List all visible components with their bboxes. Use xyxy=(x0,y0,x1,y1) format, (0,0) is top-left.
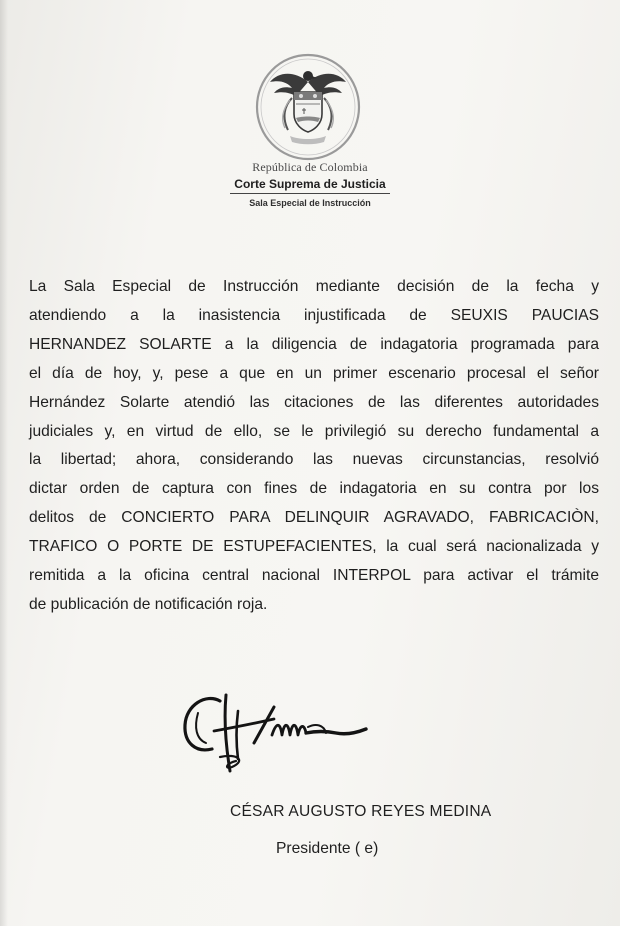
body-line: la libertad; ahora, considerando las nuevas circunstancias, resolvió xyxy=(29,451,599,469)
letterhead-republic: República de Colombia xyxy=(252,160,368,174)
body-line: dictar orden de captura con fines de indagatoria en su contra por los xyxy=(29,480,599,498)
signatory-name: CÉSAR AUGUSTO REYES MEDINA xyxy=(230,803,492,820)
body-line: La Sala Especial de Instrucción mediante decisión de la fecha y xyxy=(29,278,599,295)
coat-of-arms-icon xyxy=(254,52,362,162)
body-line: Hernández Solarte atendió las citaciones de las diferentes autoridades xyxy=(29,393,599,411)
body-paragraph xyxy=(29,273,599,620)
letterhead-court: Corte Suprema de Justicia xyxy=(230,177,389,194)
page-edge-shadow xyxy=(0,0,8,926)
body-line: delitos de CONCIERTO PARA DELINQUIR AGRAVADO, FABRICACIÒN, xyxy=(29,509,599,527)
body-line: TRAFICO O PORTE DE ESTUPEFACIENTES, la cual será nacionalizada y xyxy=(29,538,599,556)
body-line: HERNANDEZ SOLARTE a la diligencia de indagatoria programada para xyxy=(29,335,599,353)
body-line: atendiendo a la inasistencia injustificada de SEUXIS PAUCIAS xyxy=(29,306,599,324)
signatory-title: Presidente ( e) xyxy=(276,840,379,857)
letterhead xyxy=(200,160,420,208)
body-line: judiciales y, en virtud de ello, se le privilegió su derecho fundamental a xyxy=(29,422,599,440)
letterhead-chamber: Sala Especial de Instrucción xyxy=(249,198,371,208)
body-line: remitida a la oficina central nacional INTERPOL para activar el trámite xyxy=(29,567,599,585)
body-line: el día de hoy, y, pese a que en un primer escenario procesal el señor xyxy=(29,364,599,382)
body-line: de publicación de notificación roja. xyxy=(29,595,268,613)
signature-icon xyxy=(176,683,386,783)
